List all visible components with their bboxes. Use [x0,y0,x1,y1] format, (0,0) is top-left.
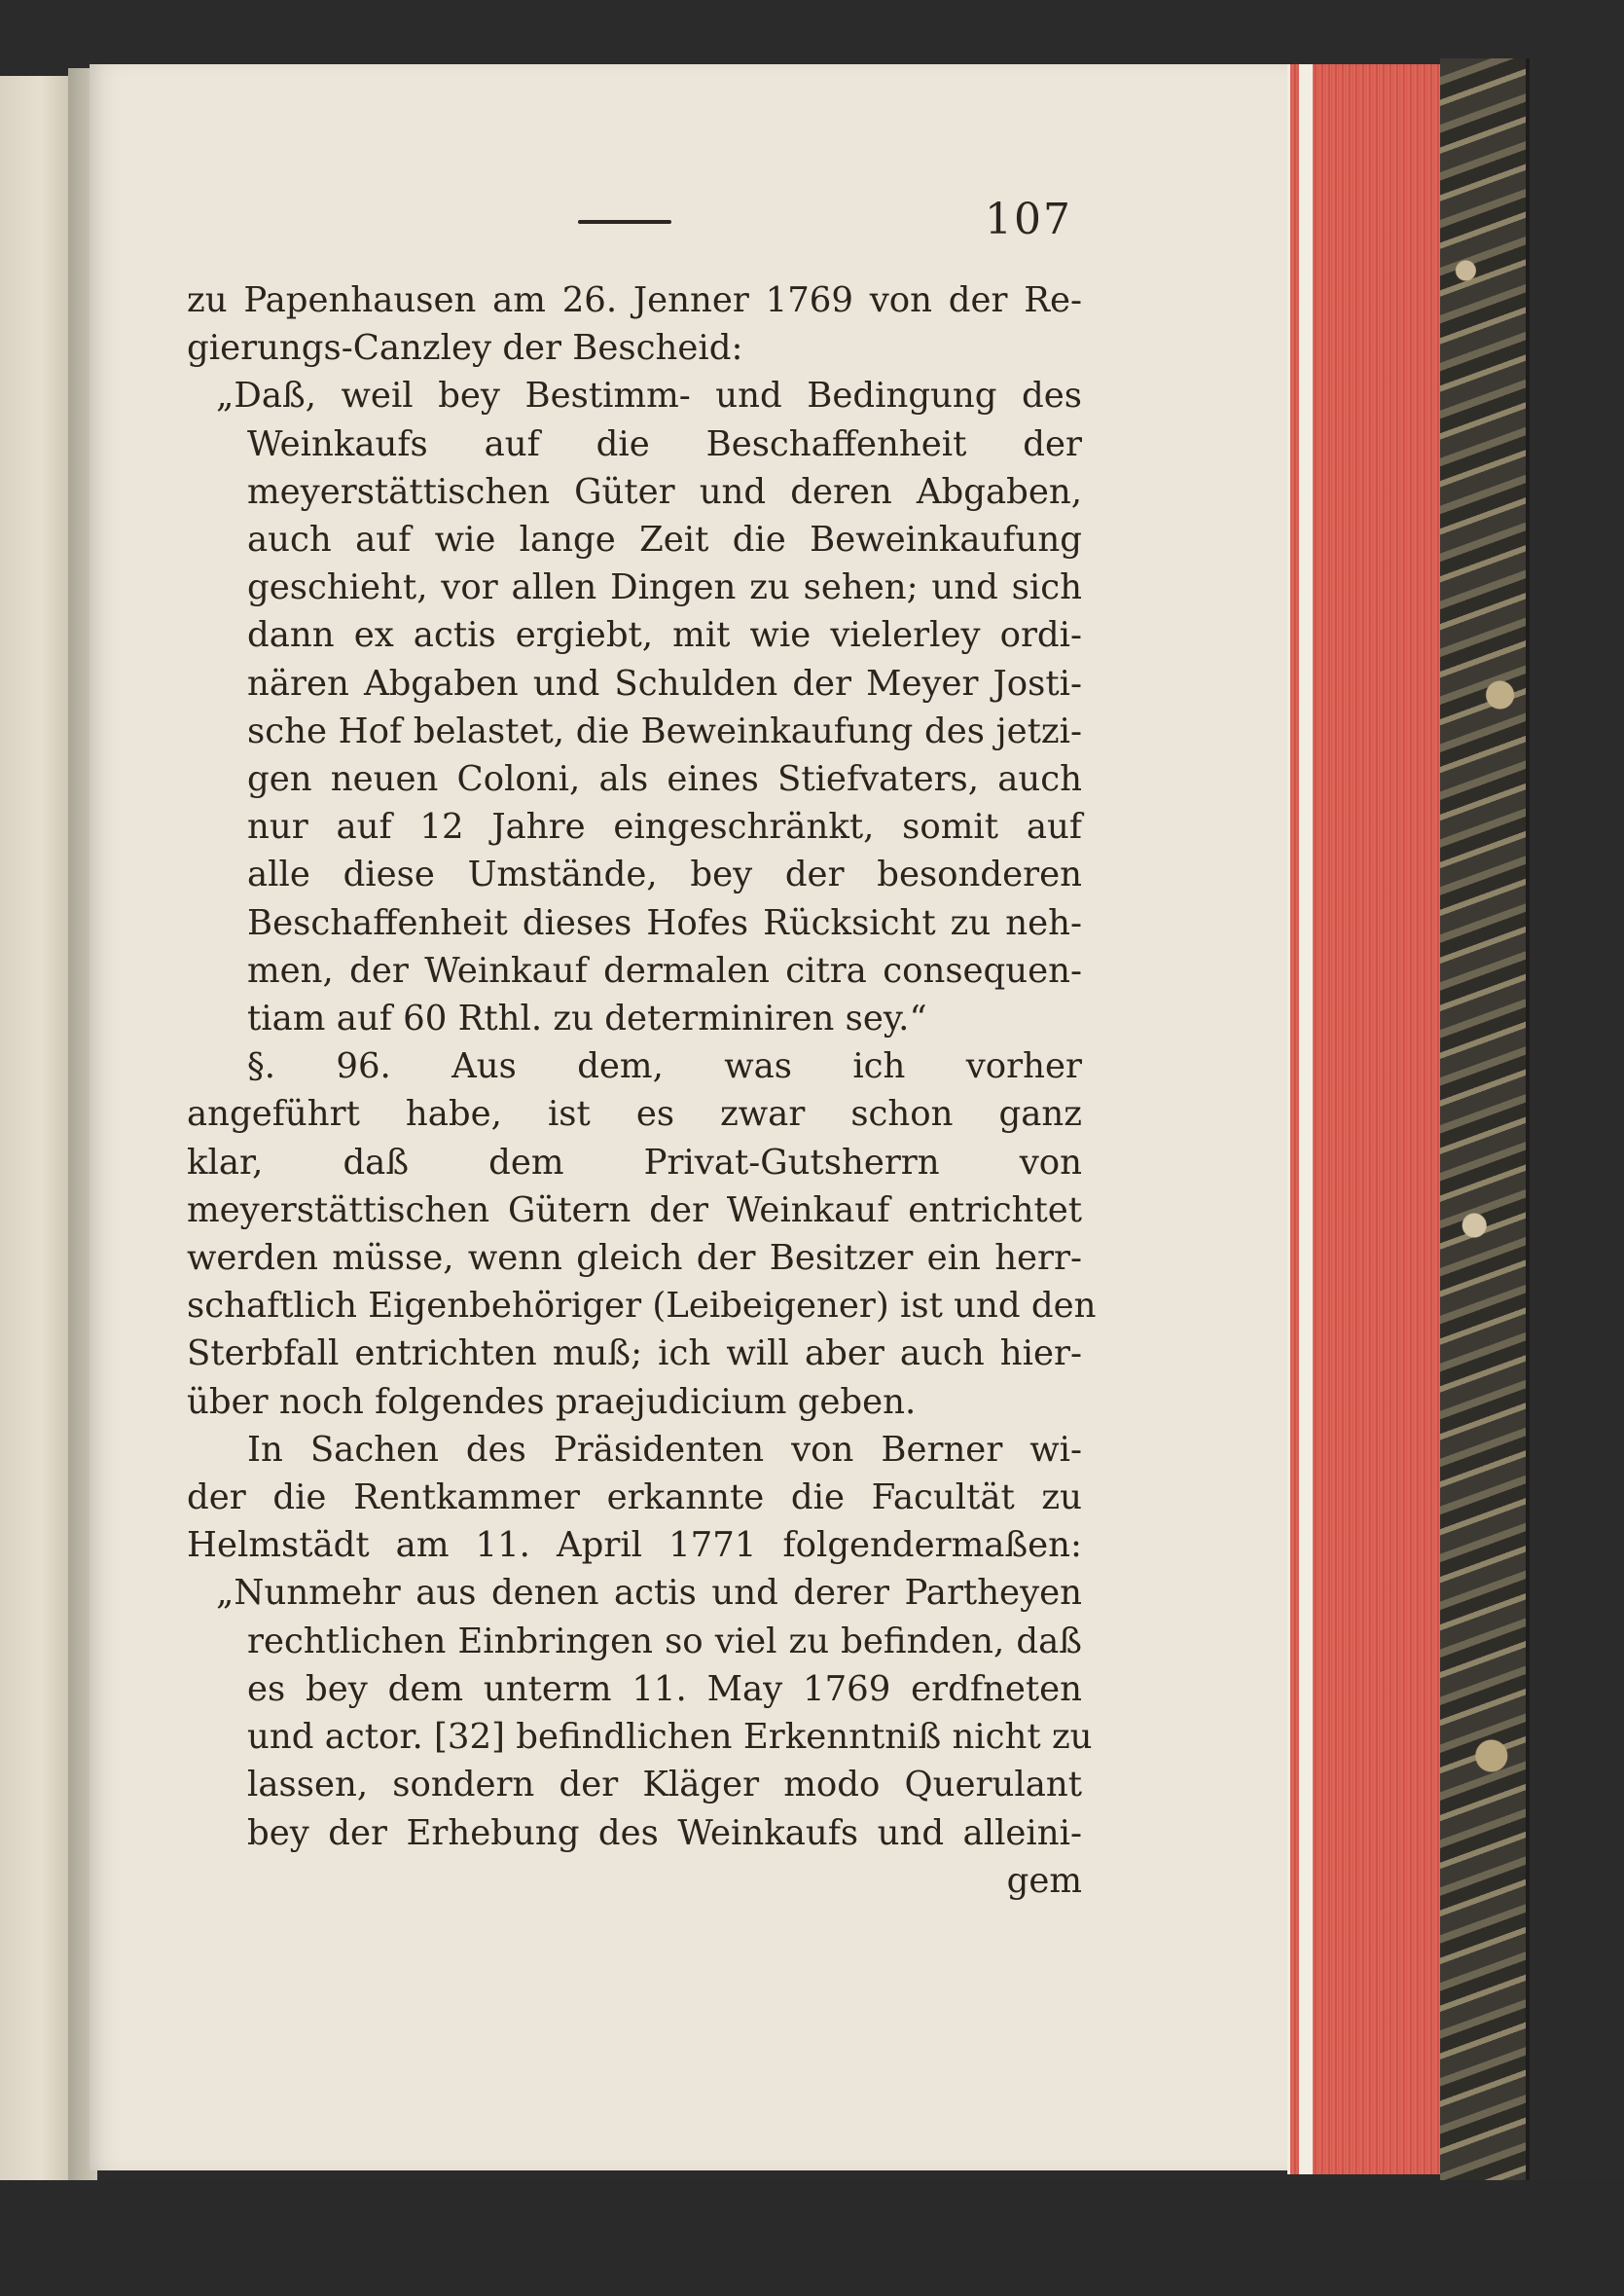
body-text [187,276,1097,1905]
marbled-cover [1440,58,1530,2180]
text-line: und actor. [32] befindlichen Erkenntniß nicht zu [247,1717,1093,1758]
text-line: Helmstädt am 11. April 1771 folgendermaßen: [187,1525,1082,1566]
text-line: Beschaffenheit dieses Hofes Rücksicht zu neh- [247,902,1082,943]
text-line: In Sachen des Präsidenten von Berner wi- [247,1429,1082,1470]
text-line: lassen, sondern der Kläger modo Querulant [247,1765,1082,1805]
text-line: nären Abgaben und Schulden der Meyer Josti- [247,663,1082,704]
text-line: men, der Weinkauf dermalen citra consequen- [247,950,1082,991]
text-line: klar, daß dem Privat-Gutsherrn von [187,1142,1082,1183]
text-line: „Daß, weil bey Bestimm- und Bedingung des [216,376,1082,417]
text-line: schaftlich Eigenbehöriger (Leibeigener) ist und den [187,1286,1097,1327]
page-edge-margin [1299,64,1313,2174]
catchword: gem [1006,1860,1082,1901]
text-line: alle diese Umstände, bey der besonderen [247,855,1082,895]
text-line: der die Rentkammer erkannte die Facultät zu [187,1477,1082,1518]
text-line: meyerstättischen Güter und deren Abgaben, [247,471,1082,512]
text-line: Sterbfall entrichten muß; ich will aber auch hier- [187,1333,1082,1374]
text-line: nur auf 12 Jahre eingeschränkt, somit auf [247,807,1082,848]
text-line: Weinkaufs auf die Beschaffenheit der [247,423,1082,464]
text-line: angeführt habe, ist es zwar schon ganz [187,1094,1082,1135]
text-line: es bey dem unterm 11. May 1769 erdfneten [247,1668,1082,1709]
text-line: gierungs-Canzley der Bescheid: [187,328,743,369]
text-line: gen neuen Coloni, als eines Stiefvaters, auch [247,759,1082,800]
text-line: über noch folgendes praejudicium geben. [187,1381,917,1422]
text-line: bey der Erhebung des Weinkaufs und alleini- [247,1812,1082,1853]
text-line: zu Papenhausen am 26. Jenner 1769 von der Re- [187,280,1082,320]
text-line: werden müsse, wenn gleich der Besitzer ein herr- [187,1238,1082,1279]
text-line: dann ex actis ergiebt, mit wie vielerley ordi- [247,615,1082,656]
text-line: tiam auf 60 Rthl. zu determiniren sey.“ [247,999,927,1039]
previous-page-edge [0,76,70,2198]
text-line: rechtlichen Einbringen so viel zu befinden, daß [247,1621,1082,1661]
text-line: „Nunmehr aus denen actis und derer Partheyen [216,1573,1082,1614]
text-line: sche Hof belastet, die Beweinkaufung des jetzi- [247,711,1082,751]
text-line: geschieht, vor allen Dingen zu sehen; und sich [247,567,1082,608]
background-shadow [0,2180,1624,2296]
header-rule [578,220,671,224]
text-line: auch auf wie lange Zeit die Beweinkaufung [247,520,1082,561]
text-line: meyerstättischen Gütern der Weinkauf entrichtet [187,1189,1082,1230]
section-heading-line: §. 96. Aus dem, was ich vorher [247,1046,1082,1087]
page-number: 107 [985,195,1072,244]
